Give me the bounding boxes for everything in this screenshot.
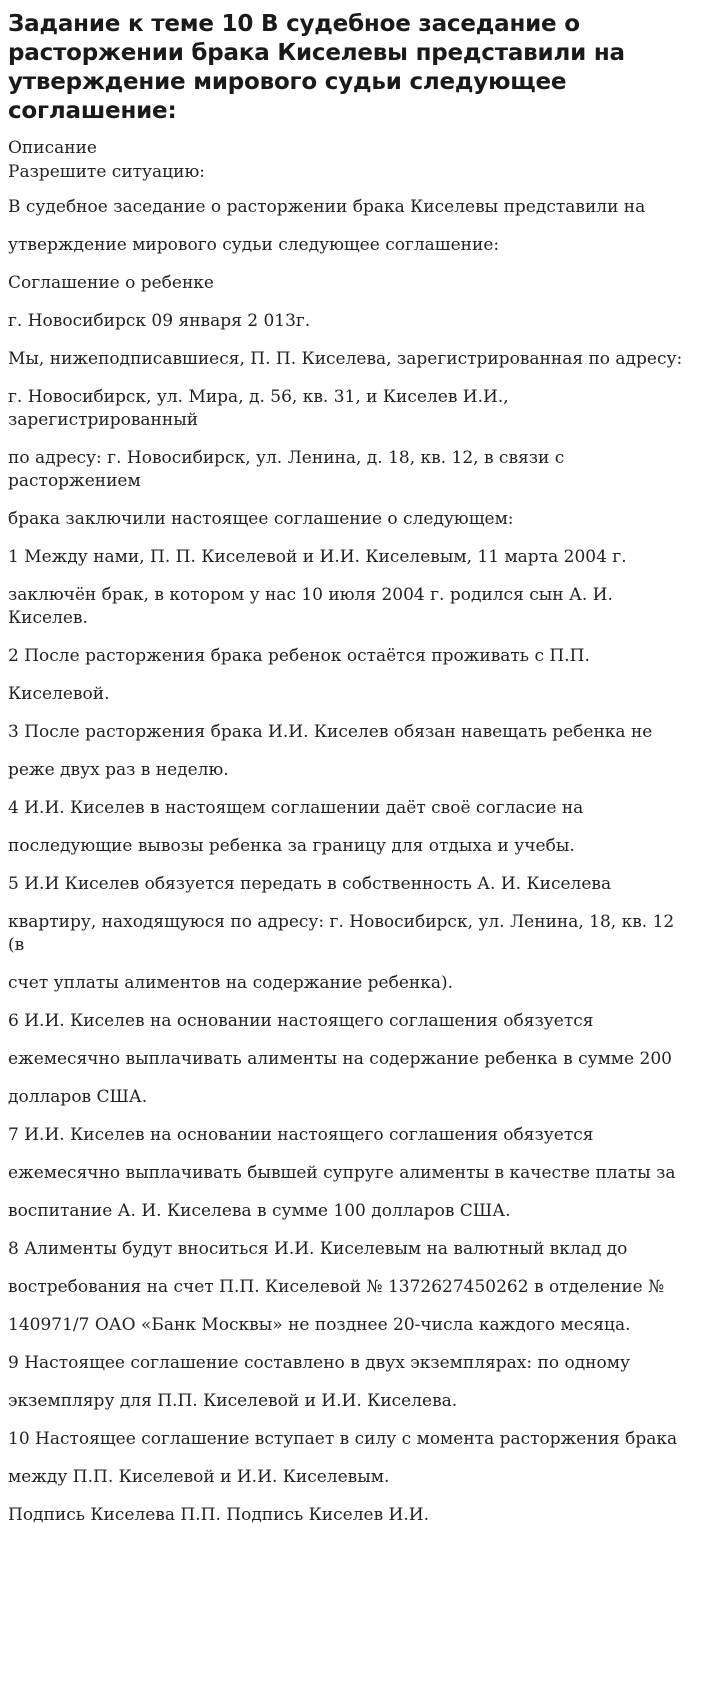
agreement-paragraph: Киселевой.	[8, 684, 110, 704]
agreement-paragraph: воспитание А. И. Киселева в сумме 100 долларов США.	[8, 1201, 511, 1221]
agreement-paragraph: 10 Настоящее соглашение вступает в силу с момента расторжения брака	[8, 1429, 678, 1449]
agreement-paragraph: 6 И.И. Киселев на основании настоящего соглашения обязуется	[8, 1011, 594, 1031]
agreement-paragraph: 2 После расторжения брака ребенок остаётся проживать с П.П.	[8, 646, 590, 666]
agreement-text	[8, 196, 693, 1527]
agreement-paragraph: 4 И.И. Киселев в настоящем соглашении даёт своё согласие на	[8, 798, 584, 818]
agreement-paragraph: 1 Между нами, П. П. Киселевой и И.И. Киселевым, 11 марта 2004 г.	[8, 547, 627, 567]
agreement-paragraph: 9 Настоящее соглашение составлено в двух экземплярах: по одному	[8, 1353, 630, 1373]
agreement-paragraph: Соглашение о ребенке	[8, 273, 214, 293]
agreement-paragraph: между П.П. Киселевой и И.И. Киселевым.	[8, 1467, 390, 1487]
agreement-paragraph: ежемесячно выплачивать алименты на содержание ребенка в сумме 200	[8, 1049, 672, 1069]
agreement-paragraph: экземпляру для П.П. Киселевой и И.И. Киселева.	[8, 1391, 458, 1411]
description-label: Описание	[8, 138, 97, 158]
task-prompt: Разрешите ситуацию:	[8, 162, 205, 182]
agreement-paragraph: последующие вывозы ребенка за границу для отдыха и учебы.	[8, 836, 575, 856]
agreement-paragraph: по адресу: г. Новосибирск, ул. Ленина, д. 18, кв. 12, в связи с расторжением	[8, 448, 565, 491]
agreement-paragraph: 5 И.И Киселев обязуется передать в собственность А. И. Киселева	[8, 874, 612, 894]
agreement-paragraph: 7 И.И. Киселев на основании настоящего соглашения обязуется	[8, 1125, 594, 1145]
agreement-paragraph: Подпись Киселева П.П. Подпись Киселев И.И.	[8, 1505, 429, 1525]
agreement-paragraph: 3 После расторжения брака И.И. Киселев обязан навещать ребенка не	[8, 722, 653, 742]
agreement-paragraph: 8 Алименты будут вноситься И.И. Киселевым на валютный вклад до	[8, 1239, 628, 1259]
agreement-paragraph: Мы, нижеподписавшиеся, П. П. Киселева, зарегистрированная по адресу:	[8, 349, 683, 369]
agreement-paragraph: счет уплаты алиментов на содержание ребенка).	[8, 973, 454, 993]
agreement-paragraph: заключён брак, в котором у нас 10 июля 2004 г. родился сын А. И. Киселев.	[8, 585, 613, 628]
agreement-paragraph: В судебное заседание о расторжении брака Киселевы представили на	[8, 197, 646, 217]
agreement-paragraph: ежемесячно выплачивать бывшей супруге алименты в качестве платы за	[8, 1163, 676, 1183]
agreement-paragraph: реже двух раз в неделю.	[8, 760, 229, 780]
page-title: Задание к теме 10 В судебное заседание о расторжении брака Киселевы представили на утверждение мирового судьи следующее соглашение:	[8, 11, 625, 124]
agreement-paragraph: брака заключили настоящее соглашение о следующем:	[8, 509, 514, 529]
agreement-paragraph: г. Новосибирск 09 января 2 013г.	[8, 311, 311, 331]
agreement-paragraph: 140971/7 ОАО «Банк Москвы» не позднее 20-числа каждого месяца.	[8, 1315, 631, 1335]
agreement-paragraph: востребования на счет П.П. Киселевой № 1372627450262 в отделение №	[8, 1277, 665, 1297]
agreement-paragraph: квартиру, находящуюся по адресу: г. Новосибирск, ул. Ленина, 18, кв. 12 (в	[8, 912, 675, 955]
agreement-paragraph: г. Новосибирск, ул. Мира, д. 56, кв. 31, и Киселев И.И., зарегистрированный	[8, 387, 509, 430]
agreement-paragraph: утверждение мирового судьи следующее соглашение:	[8, 235, 500, 255]
agreement-paragraph: долларов США.	[8, 1087, 148, 1107]
